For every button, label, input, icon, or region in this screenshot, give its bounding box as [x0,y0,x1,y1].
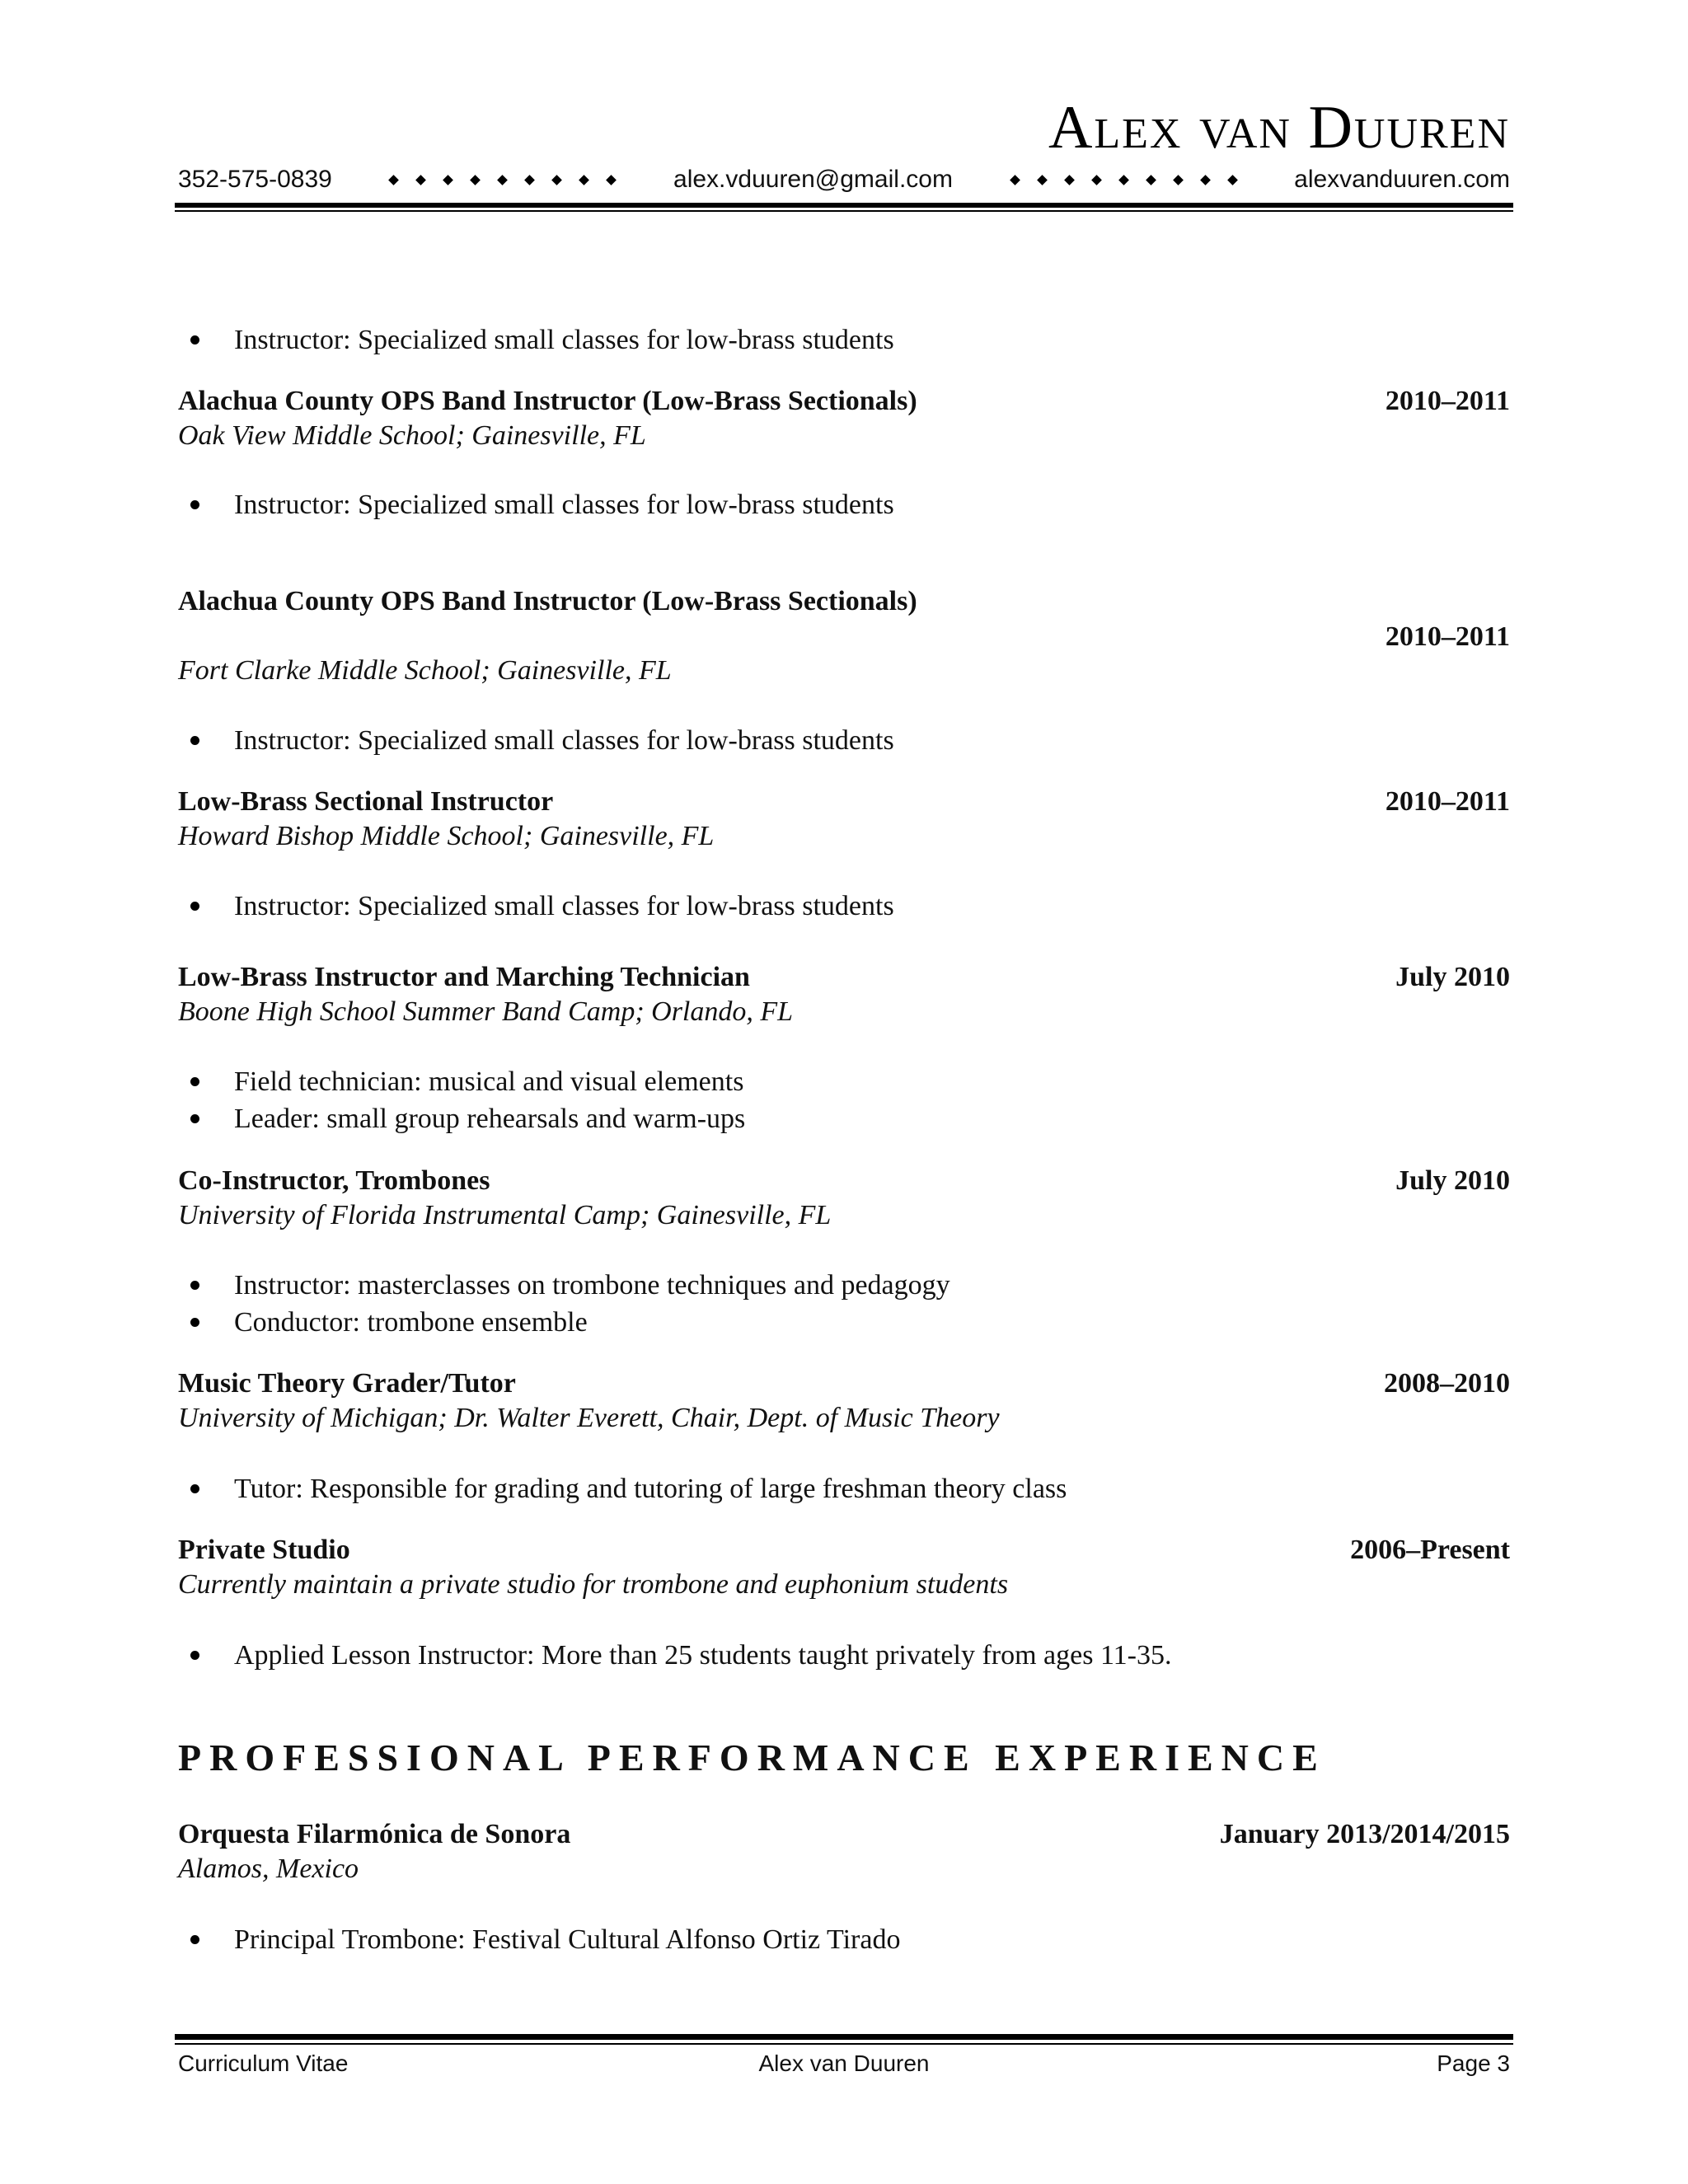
diamond-icon [607,175,617,185]
bullet-icon [190,1077,199,1086]
job-subtitle: Alamos, Mexico [178,1854,359,1884]
bullet-icon [190,736,199,745]
job-title: Alachua County OPS Band Instructor (Low-Brass Sectionals) [178,586,917,616]
website-link[interactable]: alexvanduuren.com [1294,166,1510,193]
contact-line [178,167,1510,192]
job-date: 2010–2011 [1385,386,1510,416]
job-title: Co-Instructor, Trombones [178,1165,490,1196]
job-title: Private Studio [178,1535,350,1565]
list-item: Instructor: Specialized small classes for low-brass students [234,727,894,755]
job-date: 2008–2010 [1384,1368,1510,1399]
separator-diamonds [390,176,615,184]
diamond-icon [579,175,590,185]
diamond-icon [1037,175,1048,185]
job-title: Low-Brass Instructor and Marching Technician [178,962,750,992]
diamond-icon [416,175,427,185]
email-link[interactable]: alex.vduuren@gmail.com [673,166,953,193]
job-subtitle: Currently maintain a private studio for trombone and euphonium students [178,1569,1009,1600]
bullet-icon [190,1484,199,1493]
diamond-icon [471,175,481,185]
bullet-icon [190,1651,199,1660]
job-title: Orquesta Filarmónica de Sonora [178,1819,571,1849]
diamond-icon [552,175,563,185]
list-item: Instructor: Specialized small classes for low-brass students [234,326,894,354]
footer-left: Curriculum Vitae [178,2050,349,2076]
phone-number: 352-575-0839 [178,166,332,193]
diamond-icon [498,175,509,185]
list-item: Conductor: trombone ensemble [234,1309,588,1337]
job-date: 2010–2011 [1385,621,1510,652]
section-heading: PROFESSIONAL PERFORMANCE EXPERIENCE [178,1736,1326,1779]
job-date: July 2010 [1395,1165,1510,1196]
footer-rule-thin [175,2043,1513,2045]
bullet-icon [190,500,199,509]
job-title: Low-Brass Sectional Instructor [178,786,554,817]
list-item: Instructor: masterclasses on trombone techniques and pedagogy [234,1272,950,1300]
bullet-icon [190,335,199,344]
diamond-icon [525,175,536,185]
header-name: Alex van Duuren [1048,94,1510,162]
list-item: Applied Lesson Instructor: More than 25 students taught privately from ages 11-35. [234,1642,1172,1670]
footer-center: Alex van Duuren [758,2050,930,2076]
bullet-icon [190,1318,199,1327]
job-subtitle: Oak View Middle School; Gainesville, FL [178,420,646,451]
diamond-icon [1118,175,1129,185]
separator-diamonds [1011,176,1236,184]
job-date: 2010–2011 [1385,786,1510,817]
job-title: Music Theory Grader/Tutor [178,1368,516,1399]
diamond-icon [1173,175,1184,185]
diamond-icon [389,175,400,185]
diamond-icon [1091,175,1102,185]
diamond-icon [1227,175,1238,185]
diamond-icon [1146,175,1156,185]
job-subtitle: University of Florida Instrumental Camp; Gainesville, FL [178,1200,832,1230]
bullet-icon [190,1935,199,1944]
footer-rule [175,2034,1513,2040]
header-rule-thin [175,210,1513,212]
list-item: Leader: small group rehearsals and warm-ups [234,1105,745,1133]
job-date: 2006–Present [1350,1535,1510,1565]
job-subtitle: Howard Bishop Middle School; Gainesville, FL [178,821,715,851]
job-title: Alachua County OPS Band Instructor (Low-Brass Sectionals) [178,386,917,416]
job-subtitle: University of Michigan; Dr. Walter Everett, Chair, Dept. of Music Theory [178,1403,1000,1433]
job-subtitle: Fort Clarke Middle School; Gainesville, FL [178,655,672,686]
list-item: Instructor: Specialized small classes for low-brass students [234,491,894,519]
list-item: Instructor: Specialized small classes for low-brass students [234,893,894,921]
header-rule [175,203,1513,208]
bullet-icon [190,1281,199,1290]
job-date: January 2013/2014/2015 [1219,1819,1510,1849]
footer-page-number: Page 3 [1437,2050,1510,2076]
list-item: Field technician: musical and visual elements [234,1068,743,1096]
diamond-icon [443,175,454,185]
job-subtitle: Boone High School Summer Band Camp; Orlando, FL [178,996,794,1027]
list-item: Principal Trombone: Festival Cultural Alfonso Ortiz Tirado [234,1926,900,1954]
diamond-icon [1064,175,1075,185]
list-item: Tutor: Responsible for grading and tutoring of large freshman theory class [234,1475,1067,1503]
diamond-icon [1200,175,1211,185]
bullet-icon [190,902,199,911]
bullet-icon [190,1114,199,1123]
job-date: July 2010 [1395,962,1510,992]
diamond-icon [1010,175,1020,185]
